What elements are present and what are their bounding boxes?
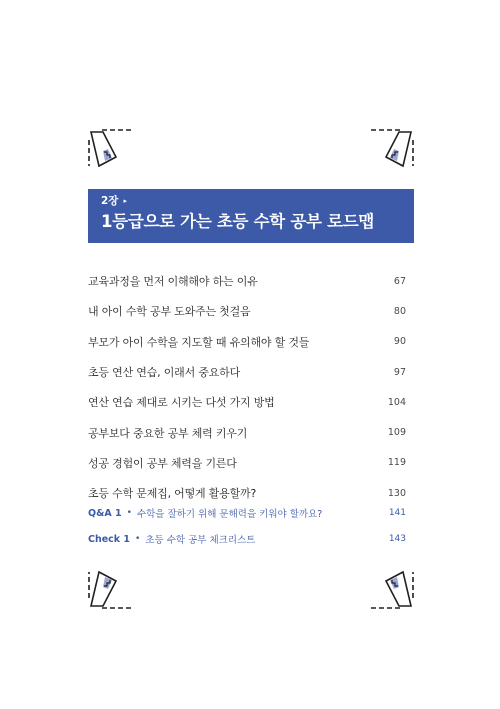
extra-item-left: [88, 532, 255, 546]
toc-item-page: 130: [387, 487, 406, 499]
toc-item-page: 67: [393, 275, 406, 287]
extra-item-title: 수학을 잘하기 위해 문해력을 키워야 할까요?: [136, 509, 323, 520]
chapter-title: 1등급으로 가는 초등 수학 공부 로드맵: [101, 212, 374, 231]
toc-item-page: 109: [387, 427, 406, 439]
toc-item[interactable]: [88, 327, 406, 357]
extra-item-page: 143: [388, 534, 406, 544]
extra-item-tag: Check 1: [88, 533, 131, 545]
toc-item-title: 성공 경험이 공부 체력을 기른다: [88, 456, 237, 470]
toc-item[interactable]: [88, 417, 406, 447]
toc-item-title: 내 아이 수학 공부 도와주는 첫걸음: [88, 305, 251, 319]
toc-item[interactable]: [88, 296, 406, 326]
toc-item-title: 연산 연습 제대로 시키는 다섯 가지 방법: [88, 396, 275, 410]
toc-item-title: 부모가 아이 수학을 지도할 때 유의해야 할 것들: [88, 335, 310, 349]
corner-ornament-icon: [366, 128, 414, 176]
toc-item[interactable]: [88, 448, 406, 478]
extra-item-title: 초등 수학 공부 체크리스트: [145, 535, 256, 546]
extra-item-page: 141: [388, 508, 406, 518]
extra-item-qa[interactable]: [88, 500, 406, 526]
toc-item[interactable]: [88, 357, 406, 387]
corner-ornament-icon: [366, 562, 414, 610]
toc-item-title: 초등 연산 연습, 이래서 중요하다: [88, 366, 241, 380]
extras-list: [88, 500, 406, 552]
toc-list: [88, 266, 406, 508]
extra-item-left: [88, 506, 322, 520]
chapter-arrow-icon: ▸: [123, 197, 127, 205]
bullet-icon: •: [135, 534, 141, 544]
toc-item[interactable]: [88, 266, 406, 296]
toc-item-page: 80: [393, 305, 406, 317]
toc-item-title: 공부보다 중요한 공부 체력 키우기: [88, 426, 248, 440]
corner-ornament-icon: [88, 562, 136, 610]
extra-item-check[interactable]: [88, 526, 406, 552]
toc-item-page: 97: [393, 366, 406, 378]
toc-item-page: 90: [393, 336, 406, 348]
toc-item-title: 초등 수학 문제집, 어떻게 활용할까?: [88, 487, 257, 501]
toc-item-title: 교육과정을 먼저 이해해야 하는 이유: [88, 275, 258, 289]
bullet-icon: •: [126, 508, 132, 518]
extra-item-tag: Q&A 1: [88, 507, 122, 519]
chapter-banner: [88, 189, 414, 243]
toc-item[interactable]: [88, 387, 406, 417]
chapter-number: 2장: [101, 195, 119, 207]
chapter-label-row: [101, 194, 414, 208]
toc-item-page: 104: [387, 396, 406, 408]
corner-ornament-icon: [88, 128, 136, 176]
toc-item-page: 119: [387, 457, 406, 469]
